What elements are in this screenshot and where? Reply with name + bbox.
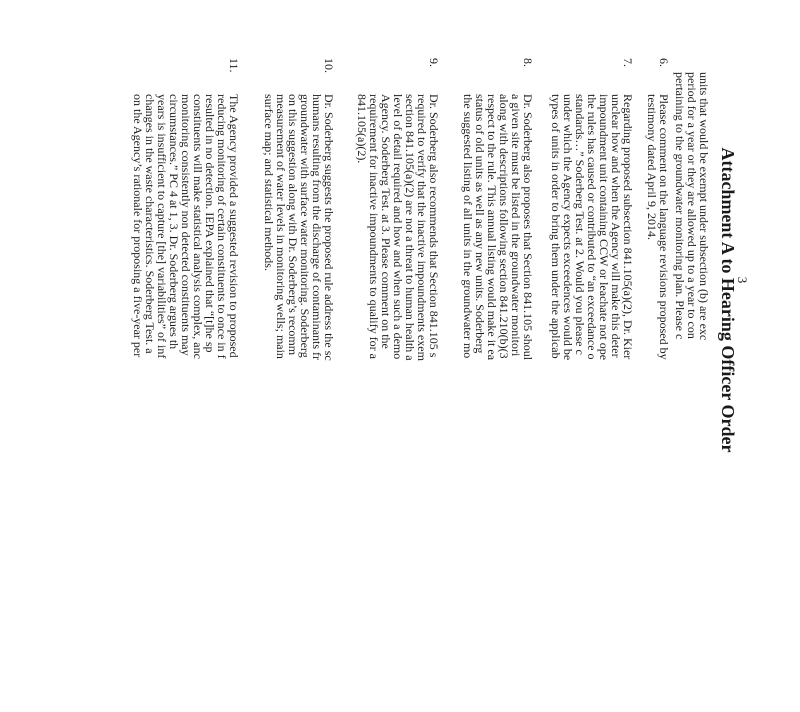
question-text: [132, 94, 240, 359]
text-line: on this suggestion along with Dr. Soderberg’s recomm: [286, 94, 300, 356]
text-line: Regarding proposed subsection 841.105(a)(2), Dr. Kier: [621, 94, 635, 360]
text-line: required to verify that the inactive impoundments exem: [415, 94, 429, 361]
text-line: 841.105(a)(2).: [355, 94, 369, 164]
text-line: types of units in order to bring them under the applicab: [549, 94, 563, 359]
text-line: changes in the waste characteristics. Soderberg Test. a: [143, 94, 157, 354]
page-title: Attachment A to Hearing Officer Order: [718, 147, 738, 453]
question-number: 7.: [621, 58, 635, 67]
text-line: on the Agency’s rationale for proposing a five-year per: [131, 94, 145, 358]
question-number: 9.: [427, 58, 441, 67]
text-line: Dr. Soderberg also recommends that Section 841.105 s: [427, 94, 441, 358]
continuation-paragraph: [674, 72, 710, 632]
text-line: period for a year or they are allowed up to a year to con: [685, 72, 699, 339]
text-line: pertaining to the groundwater monitoring plan. Please c: [673, 72, 687, 340]
text-line: a given site must be listed in the groundwater monitori: [509, 94, 523, 357]
text-line: requirement for inactive impoundments to qualify for a: [367, 94, 381, 359]
question-text: [356, 94, 440, 361]
text-line: status of old units as well as any new units. Soderberg: [473, 94, 487, 354]
text-line: the rules has caused or contributed to “an exceedance o: [585, 94, 599, 360]
question-text: [263, 94, 335, 361]
text-line: resulted in no detection. IEPA explained that “[t]he sp: [203, 94, 217, 353]
text-line: Dr. Soderberg also proposes that Section 841.105 shoul: [521, 94, 535, 361]
text-line: under which the Agency expects exceedences would be: [561, 94, 575, 361]
text-line: surface map; and statistical methods.: [262, 94, 276, 271]
text-line: impoundment unit containing CCW or leachate not ope: [597, 94, 611, 361]
text-line: testimony dated April 9, 2014.: [645, 94, 659, 240]
page-number: 3: [735, 276, 750, 284]
text-line: respect to the rule. This annual listing would make it ea: [485, 94, 499, 361]
question-number: 6.: [657, 58, 671, 67]
text-line: the suggested listing of all units in the groundwater mo: [461, 94, 475, 359]
text-line: monitoring consistently non detected constituents may: [179, 94, 193, 356]
text-line: Please comment on the language revisions proposed by: [657, 94, 671, 360]
text-line: circumstances.” PC 4 at 1, 3. Dr. Soderberg argues th: [167, 94, 181, 350]
question-text: [646, 94, 670, 360]
question-text: [550, 94, 634, 360]
text-line: level of detail required and how and when such a demo: [391, 94, 405, 360]
text-line: standards…” Soderberg Test. at 2. Would you please c: [573, 94, 587, 355]
question-number: 8.: [521, 58, 535, 67]
question-number: 10.: [322, 58, 336, 73]
text-line: reducing monitoring of certain constituents to once in f: [215, 94, 229, 359]
question-number: 11.: [227, 58, 241, 73]
text-line: humans resulting from the discharge of contaminants fr: [310, 94, 324, 361]
text-line: years is insufficient to capture [the] variabilities” of inf: [155, 94, 169, 359]
text-line: Agency. Soderberg Test. at 3. Please comment on the: [379, 94, 393, 349]
question-text: [462, 94, 534, 360]
text-line: section 841.105(a)(2) are not a threat to human health a: [403, 94, 417, 361]
text-line: groundwater with surface water monitoring. Soderberg: [298, 94, 312, 358]
text-line: unclear how and when the Agency will make this deter: [609, 94, 623, 358]
text-line: The Agency provided a suggested revision to proposed: [227, 94, 241, 358]
text-line: units that would be exempt under subsection (b) are exc: [697, 72, 711, 341]
text-line: Dr. Soderberg suggests the proposed rule address the sc: [322, 94, 336, 361]
text-line: constituents will make statistical analysis complex, anc: [191, 94, 205, 359]
text-line: along with descriptions following section 841.210(b)(3: [497, 94, 511, 359]
text-line: measurement of water levels in monitoring wells; main: [274, 94, 288, 359]
